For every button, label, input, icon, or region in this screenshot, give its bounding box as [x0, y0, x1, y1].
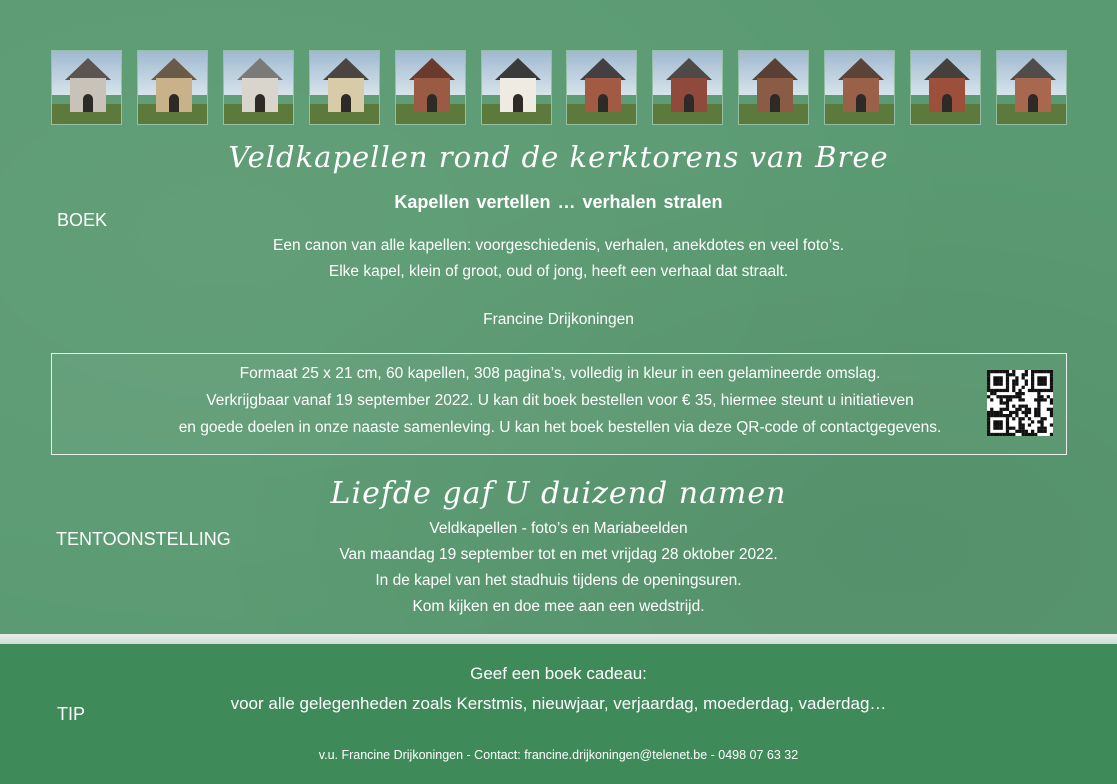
chapel-roof	[924, 58, 970, 80]
chapel-roof	[237, 58, 283, 80]
chapel-photo-9	[738, 50, 809, 125]
chapel-door	[427, 94, 437, 112]
chapel-roof	[151, 58, 197, 80]
tip-line-2: voor alle gelegenheden zoals Kerstmis, nieuwjaar, verjaardag, moederdag, vaderdag…	[230, 694, 887, 713]
tip-section-label: TIP	[57, 704, 86, 724]
exhibition-line-1: Veldkapellen - foto’s en Mariabeelden	[429, 520, 688, 537]
info-line-1: Formaat 25 x 21 cm, 60 kapellen, 308 pagina’s, volledig in kleur in een gelamineerde omslag.	[239, 365, 881, 382]
chapel-photo-10	[824, 50, 895, 125]
chapel-photo-7	[566, 50, 637, 125]
book-description-line-1: Een canon van alle kapellen: voorgeschiedenis, verhalen, anekdotes en veel foto’s.	[272, 237, 845, 254]
chapel-door	[1028, 94, 1038, 112]
chapel-door	[513, 94, 523, 112]
book-description-line-2: Elke kapel, klein of groot, oud of jong, heeft een verhaal dat straalt.	[328, 263, 789, 280]
chapel-roof	[752, 58, 798, 80]
book-info-text	[52, 360, 1068, 441]
exhibition-line-2: Van maandag 19 september tot en met vrijdag 28 oktober 2022.	[339, 546, 778, 563]
chapel-door	[856, 94, 866, 112]
tip-block	[0, 661, 1117, 717]
chapel-photo-8	[652, 50, 723, 125]
book-subtitle: Kapellen vertellen … verhalen stralen	[394, 192, 723, 212]
exhibition-details	[0, 516, 1117, 620]
chapel-roof	[666, 58, 712, 80]
info-line-2: Verkrijgbaar vanaf 19 september 2022. U kan dit boek bestellen voor € 35, hiermee steunt u initiatieven	[206, 392, 914, 409]
chapel-photo-2	[137, 50, 208, 125]
chapel-photo-3	[223, 50, 294, 125]
chapel-door	[83, 94, 93, 112]
section-divider	[0, 634, 1117, 644]
chapel-photo-6	[481, 50, 552, 125]
chapel-photo-5	[395, 50, 466, 125]
book-author-block	[0, 307, 1117, 333]
chapel-photo-4	[309, 50, 380, 125]
book-author: Francine Drijkoningen	[483, 311, 634, 328]
chapel-roof	[323, 58, 369, 80]
chapel-photo-1	[51, 50, 122, 125]
book-section-label: BOEK	[57, 210, 108, 230]
qr-code[interactable]	[987, 370, 1053, 436]
info-line-3: en goede doelen in onze naaste samenleving. U kan het boek bestellen via deze QR-code of contactgegevens.	[178, 419, 942, 436]
chapel-roof	[495, 58, 541, 80]
chapel-door	[684, 94, 694, 112]
qr-code-graphic	[987, 370, 1053, 436]
chapel-roof	[65, 58, 111, 80]
chapel-photo-strip	[51, 50, 1067, 125]
chapel-door	[341, 94, 351, 112]
book-description	[0, 233, 1117, 285]
book-info-box	[51, 353, 1067, 455]
chapel-roof	[409, 58, 455, 80]
chapel-roof	[580, 58, 626, 80]
chapel-photo-11	[910, 50, 981, 125]
chapel-door	[169, 94, 179, 112]
exhibition-line-3: In de kapel van het stadhuis tijdens de openingsuren.	[375, 572, 742, 589]
footer-contact: v.u. Francine Drijkoningen - Contact: francine.drijkoningen@telenet.be - 0498 07 63 32	[318, 748, 799, 762]
tip-line-1: Geef een boek cadeau:	[470, 664, 647, 683]
exhibition-section-label: TENTOONSTELLING	[56, 529, 231, 549]
book-title: Veldkapellen rond de kerktorens van Bree	[228, 140, 889, 174]
exhibition-line-4: Kom kijken en doe mee aan een wedstrijd.	[412, 598, 705, 615]
chapel-door	[770, 94, 780, 112]
chapel-door	[942, 94, 952, 112]
chapel-roof	[838, 58, 884, 80]
chapel-door	[598, 94, 608, 112]
chapel-door	[255, 94, 265, 112]
chapel-roof	[1010, 58, 1056, 80]
exhibition-title: Liefde gaf U duizend namen	[330, 476, 787, 511]
chapel-photo-12	[996, 50, 1067, 125]
